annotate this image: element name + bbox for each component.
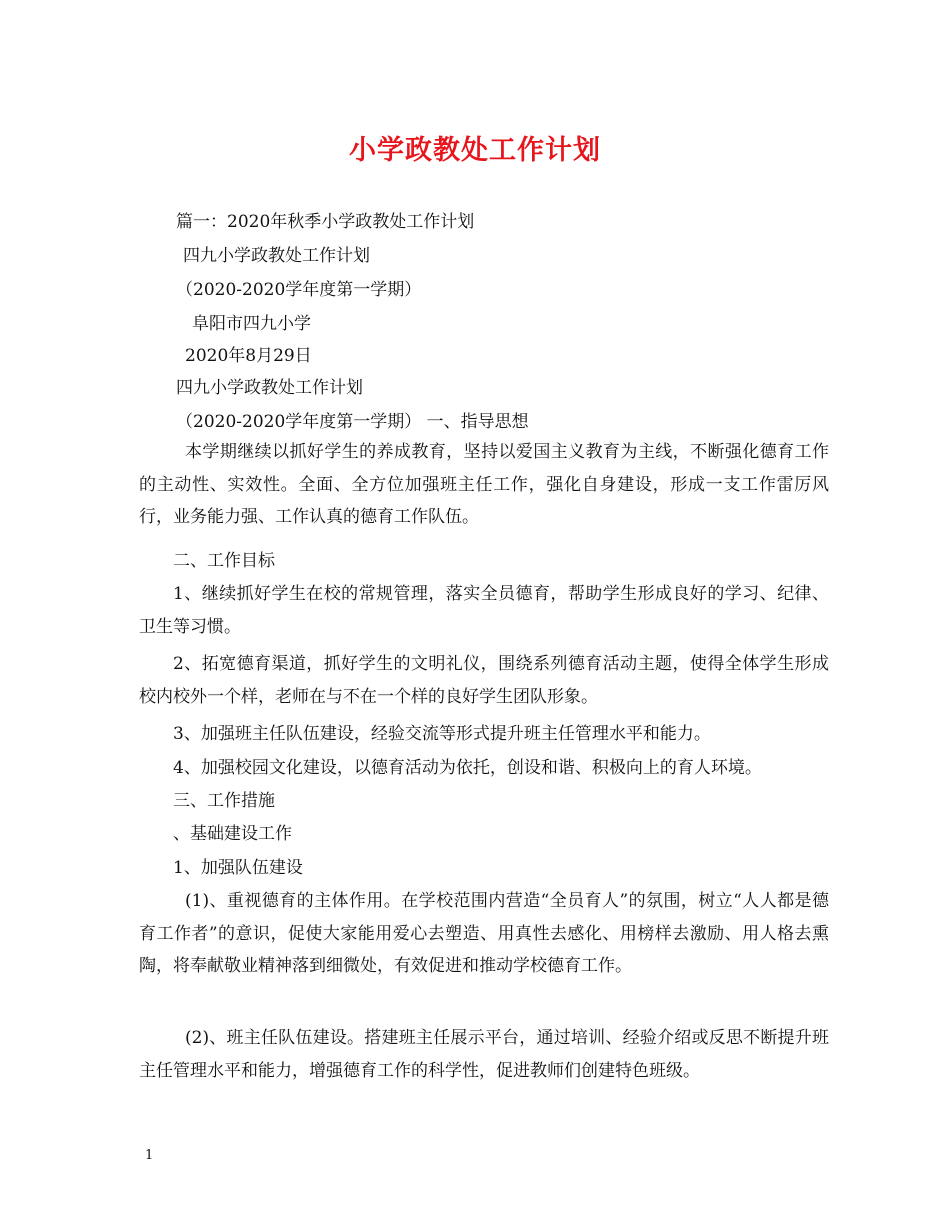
header-line: 篇一：2020年秋季小学政教处工作计划 [176,212,475,232]
paragraph: (1)、重视德育的主体作用。在学校范围内营造“全员育人”的氛围，树立“人人都是德育工作者”的意识，促使大家能用爱心去塑造、用真性去感化、用榜样去激励、用人格去熏陶，将奉献敬业精神落到细微处，有效促进和推动学校德育工作。 [139,891,829,976]
paragraph: 1、继续抓好学生在校的常规管理，落实全员德育，帮助学生形成良好的学习、纪律、卫生等习惯。 [139,584,829,637]
paragraph: 4、加强校园文化建设，以德育活动为依托，创设和谐、积极向上的育人环境。 [173,758,762,778]
section-heading: 三、工作措施 [173,791,275,811]
header-line: 阜阳市四九小学 [192,314,311,334]
paragraph: 2、拓宽德育渠道，抓好学生的文明礼仪，围绕系列德育活动主题，使得全体学生形成校内校外一个样，老师在与不在一个样的良好学生团队形象。 [139,654,829,707]
paragraph: 3、加强班主任队伍建设，经验交流等形式提升班主任管理水平和能力。 [173,724,711,744]
header-line: （2020-2020学年度第一学期） 一、指导思想 [176,412,529,432]
document-title: 小学政教处工作计划 [349,135,601,166]
paragraph: (2)、班主任队伍建设。搭建班主任展示平台，通过培训、经验介绍或反思不断提升班主任管理水平和能力，增强德育工作的科学性，促进教师们创建特色班级。 [139,1028,829,1081]
header-line: （2020-2020学年度第一学期） [176,280,422,300]
section-heading: 、基础建设工作 [173,824,292,844]
header-line: 四九小学政教处工作计划 [183,246,370,266]
header-line: 2020年8月29日 [185,346,312,366]
section-heading: 二、工作目标 [173,551,275,571]
header-line: 四九小学政教处工作计划 [176,378,363,398]
paragraph: 本学期继续以抓好学生的养成教育，坚持以爱国主义教育为主线，不断强化德育工作的主动性、实效性。全面、全方位加强班主任工作，强化自身建设，形成一支工作雷厉风行，业务能力强、工作认真的德育工作队伍。 [139,442,829,527]
section-heading: 1、加强队伍建设 [173,858,303,878]
page-number: 1 [145,1148,154,1163]
